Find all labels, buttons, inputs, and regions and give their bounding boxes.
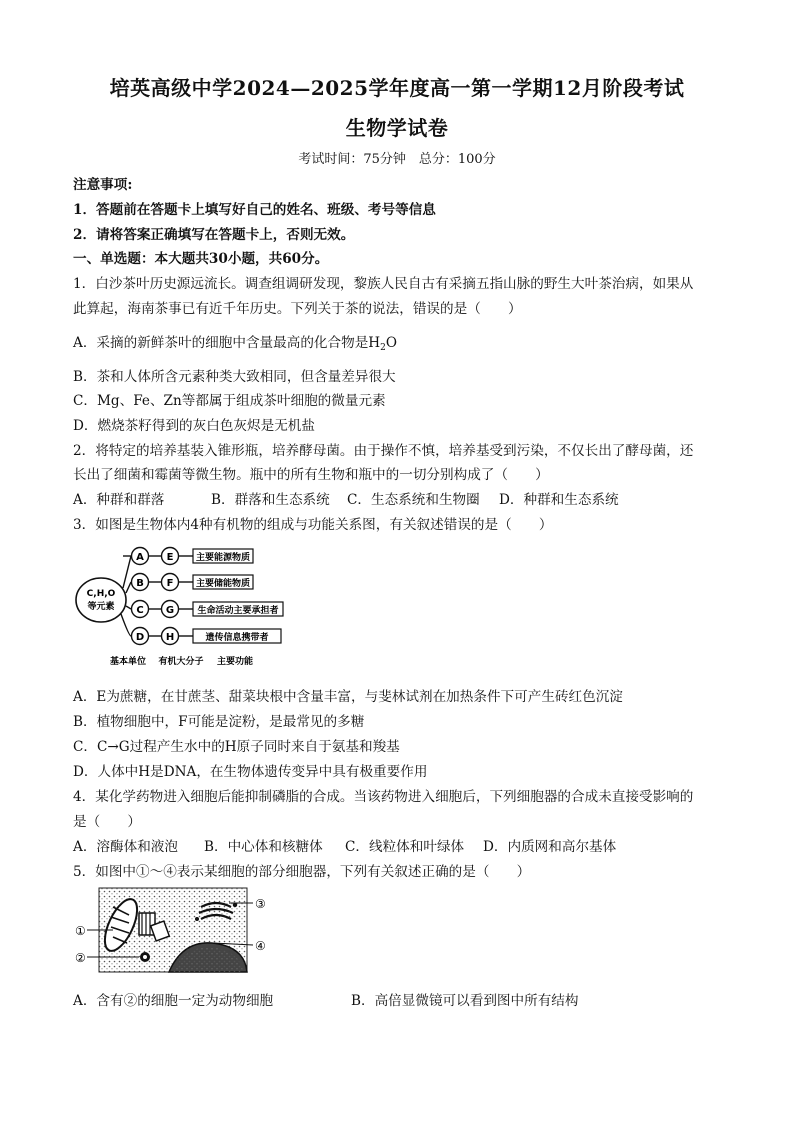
unit-d: D [135,632,145,643]
q3-stem: 3．如图是生物体内4种有机物的组成与功能关系图，有关叙述错误的是（ ） [73,517,553,533]
q4-option-a: A．溶酶体和液泡 [73,839,178,855]
exam-info: 考试时间：75分钟 总分：100分 [298,152,496,167]
unit-b: B [136,578,144,589]
label-1: ① [75,924,86,938]
col-func-label: 主要功能 [216,657,254,667]
q2-option-b: B．群落和生态系统 [211,492,330,508]
notice-item-2: 2．请将答案正确填写在答题卡上，否则无效。 [73,227,355,243]
function-1: 主要能源物质 [195,553,251,563]
q4-option-b: B．中心体和核糖体 [204,839,323,855]
row-3 [126,601,283,618]
q3-option-c: C．C→G过程产生水中的H原子同时来自于氨基和羧基 [73,739,400,755]
q1-option-b: B．茶和人体所含元素种类大致相同，但含量差异很大 [73,369,396,385]
q1-option-d: D．燃烧茶籽得到的灰白色灰烬是无机盐 [73,418,315,434]
label-3: ③ [255,897,266,911]
center-label-2: 等元素 [87,602,115,612]
q2-option-a: A．种群和群落 [73,492,165,508]
q5-option-a: A．含有②的细胞一定为动物细胞 [73,993,274,1009]
notice-item-1: 1．答题前在答题卡上填写好自己的姓名、班级、考号等信息 [73,202,436,218]
function-2: 主要储能物质 [195,579,251,589]
q4-options [73,835,616,855]
q2-option-c: C．生态系统和生物圈 [347,492,480,508]
col-unit-label: 基本单位 [109,657,147,667]
q3-organic-matter-diagram [73,540,288,670]
macro-e: E [166,552,174,563]
q5-organelle-diagram [73,885,273,975]
q1-stem-line-1: 1．白沙茶叶历史源远流长。调查组调研发现，黎族人民自古有采摘五指山脉的野生大叶茶治病，如果从 [73,276,694,292]
function-4: 遗传信息携带者 [205,633,269,643]
section-heading: 一、单选题：本大题共30小题，共60分。 [73,251,329,267]
macro-f: F [166,578,174,589]
ribosome-icon [140,952,150,962]
q1-option-a [73,331,397,353]
q1-stem-line-2: 此算起，海南茶事已有近千年历史。下列关于茶的说法，错误的是（ ） [73,301,522,317]
q4-option-c: C．线粒体和叶绿体 [345,839,465,855]
elements-ellipse [76,578,126,622]
q1-option-a-text: A．采摘的新鲜茶叶的细胞中含量最高的化合物是H [73,335,381,351]
q3-option-a: A．E为蔗糖，在甘蔗茎、甜菜块根中含量丰富，与斐林试剂在加热条件下可产生砖红色沉淀 [73,689,623,705]
exam-title: 培英高级中学2024—2025学年度高一第一学期12月阶段考试 [109,76,685,100]
col-macro-label: 有机大分子 [158,657,204,667]
q2-options [73,488,619,508]
q5-option-b: B．高倍显微镜可以看到图中所有结构 [351,993,579,1009]
exam-subject: 生物学试卷 [345,116,449,140]
notice-heading: 注意事项: [73,177,133,193]
q4-stem-line-2: 是（ ） [73,814,141,830]
label-2: ② [75,951,86,965]
macro-h: H [165,632,175,643]
q3-option-b: B．植物细胞中，F可能是淀粉，是最常见的多糖 [73,714,365,730]
q4-stem-line-1: 4．某化学药物进入细胞后能抑制磷脂的合成。当该药物进入细胞后，下列细胞器的合成未直接受影响的 [73,789,694,805]
label-4: ④ [255,939,266,953]
q2-stem-line-2: 长出了细菌和霉菌等微生物。瓶中的所有生物和瓶中的一切分别构成了（ ） [73,467,549,483]
unit-a: A [136,552,144,563]
q3-option-d: D．人体中H是DNA，在生物体遗传变异中具有极重要作用 [73,764,428,780]
center-label-1: C,H,O [86,589,116,599]
q5-stem: 5．如图中①～④表示某细胞的部分细胞器，下列有关叙述正确的是（ ） [73,864,531,880]
q2-stem-line-1: 2．将特定的培养基装入锥形瓶，培养酵母菌。由于操作不慎，培养基受到污染，不仅长出了酵母菌，还 [73,443,694,459]
macro-g: G [165,605,175,616]
q5-options [73,989,579,1009]
row-4 [121,614,281,645]
q1-option-c: C．Mg、Fe、Zn等都属于组成茶叶细胞的微量元素 [73,393,386,409]
function-3: 生命活动主要承担者 [197,606,279,616]
q2-option-d: D．种群和生态系统 [499,492,619,508]
q1-option-a-suffix: O [385,335,398,351]
unit-c: C [136,605,144,616]
row-2 [126,574,253,594]
q1-option-a-subscript: 2 [380,343,386,353]
q4-option-d: D．内质网和高尔基体 [483,839,617,855]
